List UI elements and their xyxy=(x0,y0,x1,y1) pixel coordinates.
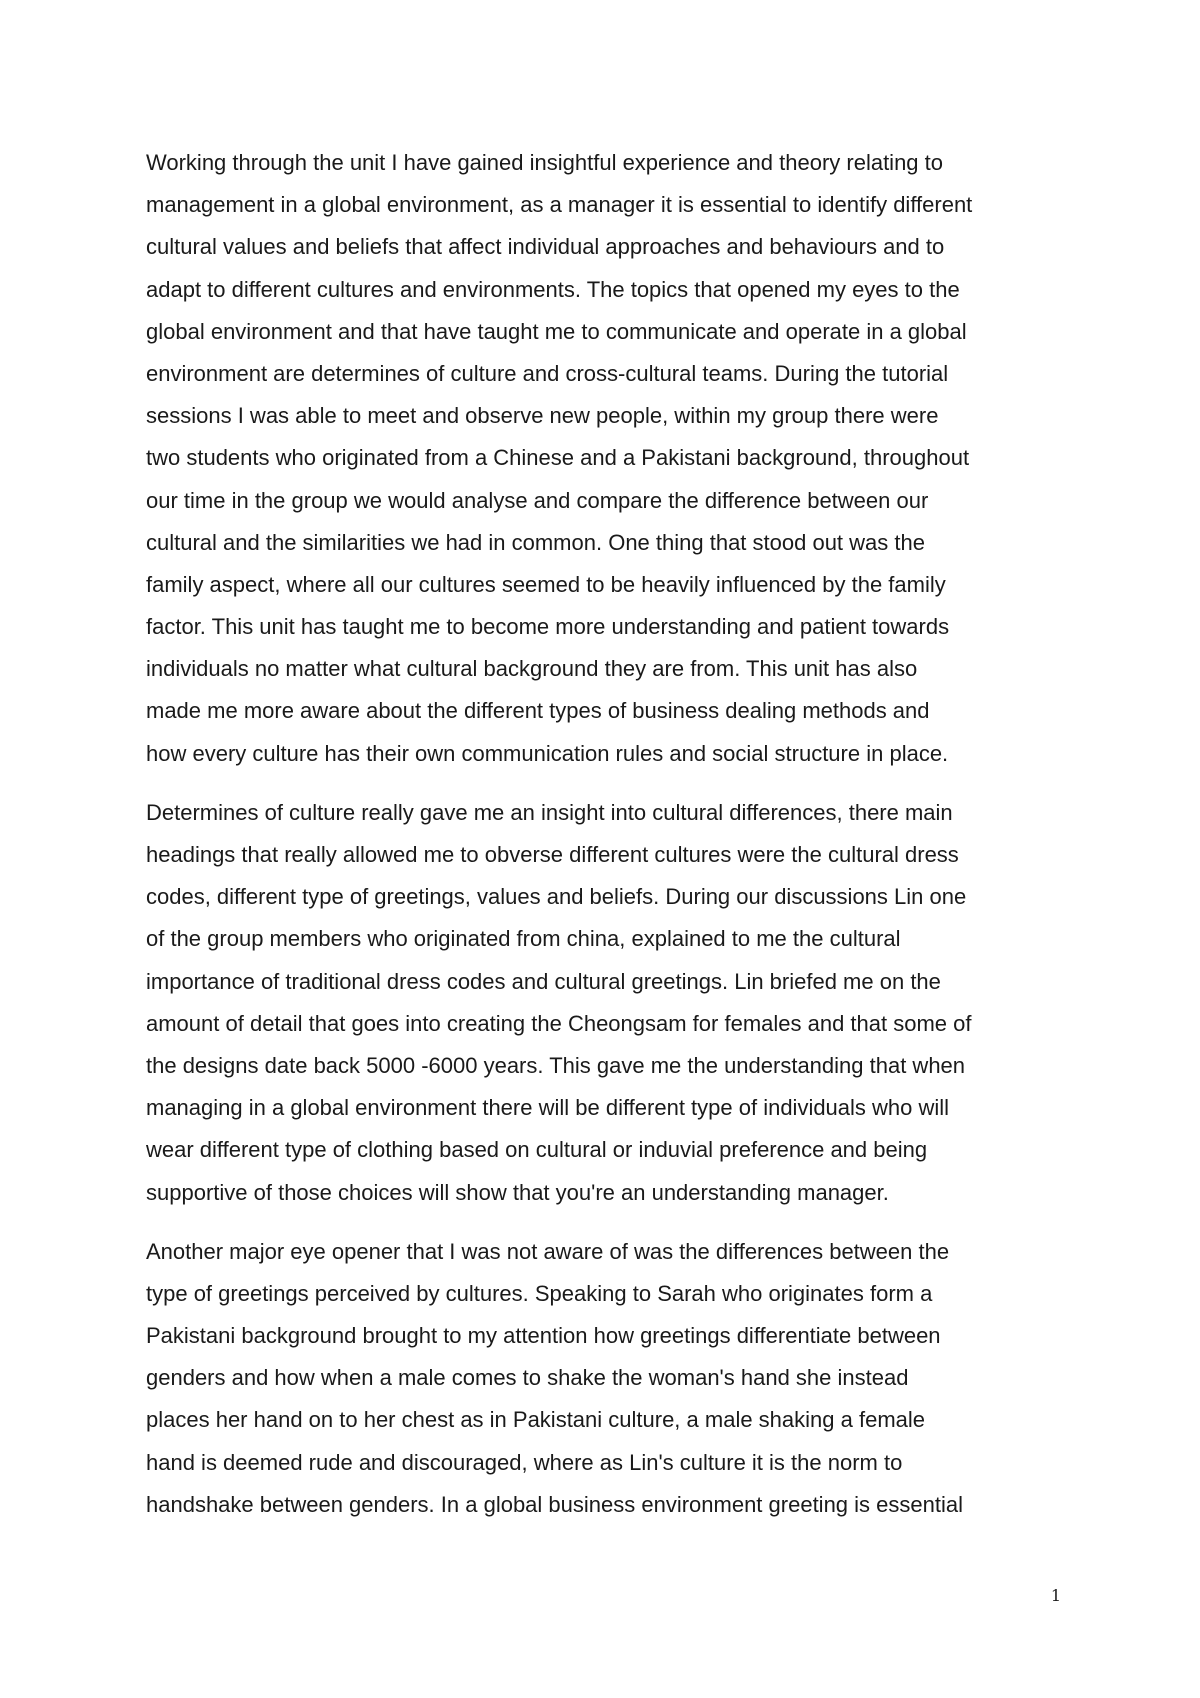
text-line: cultural values and beliefs that affect individual approaches and behaviours and to xyxy=(146,234,945,260)
text-line: managing in a global environment there will be different type of individuals who will xyxy=(146,1095,950,1121)
text-line: our time in the group we would analyse and compare the difference between our xyxy=(146,487,929,513)
text-line: made me more aware about the different types of business dealing methods and xyxy=(146,698,930,724)
text-line: of the group members who originated from china, explained to me the cultural xyxy=(146,926,901,952)
text-line: hand is deemed rude and discouraged, where as Lin's culture it is the norm to xyxy=(146,1449,903,1475)
text-line: Working through the unit I have gained insightful experience and theory relating to xyxy=(146,150,943,175)
page-number: 1 xyxy=(1050,1586,1062,1605)
text-line: the designs date back 5000 -6000 years. This gave me the understanding that when xyxy=(146,1052,966,1078)
text-line: global environment and that have taught me to communicate and operate in a global xyxy=(146,318,967,344)
text-line: factor. This unit has taught me to become more understanding and patient towards xyxy=(146,614,950,640)
text-line: sessions I was able to meet and observe new people, within my group there were xyxy=(146,403,939,429)
text-line: Determines of culture really gave me an insight into cultural differences, there main xyxy=(146,799,953,825)
text-line: adapt to different cultures and environments. The topics that opened my eyes to the xyxy=(146,276,960,302)
text-line: places her hand on to her chest as in Pakistani culture, a male shaking a female xyxy=(146,1407,926,1433)
text-line: cultural and the similarities we had in common. One thing that stood out was the xyxy=(146,529,925,555)
text-line: two students who originated from a Chinese and a Pakistani background, throughout xyxy=(146,445,970,471)
text-line: handshake between genders. In a global business environment greeting is essential xyxy=(146,1491,963,1517)
document-body xyxy=(146,142,1066,1526)
text-line: type of greetings perceived by cultures. Speaking to Sarah who originates form a xyxy=(146,1280,933,1306)
paragraph-2 xyxy=(146,792,1066,1214)
paragraph-3 xyxy=(146,1231,1066,1526)
text-line: codes, different type of greetings, values and beliefs. During our discussions Lin one xyxy=(146,884,967,910)
text-line: environment are determines of culture and cross-cultural teams. During the tutorial xyxy=(146,360,949,386)
text-line: family aspect, where all our cultures seemed to be heavily influenced by the family xyxy=(146,571,946,597)
text-line: importance of traditional dress codes and cultural greetings. Lin briefed me on the xyxy=(146,968,941,994)
text-line: headings that really allowed me to obverse different cultures were the cultural dress xyxy=(146,842,959,867)
text-line: wear different type of clothing based on cultural or induvial preference and being xyxy=(146,1137,928,1163)
text-line: supportive of those choices will show that you're an understanding manager. xyxy=(146,1179,889,1205)
text-line: Pakistani background brought to my attention how greetings differentiate between xyxy=(146,1323,941,1349)
text-line: individuals no matter what cultural background they are from. This unit has also xyxy=(146,656,918,682)
text-line: how every culture has their own communication rules and social structure in place. xyxy=(146,740,949,766)
text-line: management in a global environment, as a manager it is essential to identify different xyxy=(146,192,973,218)
text-line: Another major eye opener that I was not aware of was the differences between the xyxy=(146,1238,950,1264)
text-line: genders and how when a male comes to shake the woman's hand she instead xyxy=(146,1365,909,1391)
text-line: amount of detail that goes into creating the Cheongsam for females and that some of xyxy=(146,1010,972,1036)
paragraph-1 xyxy=(146,142,1066,775)
